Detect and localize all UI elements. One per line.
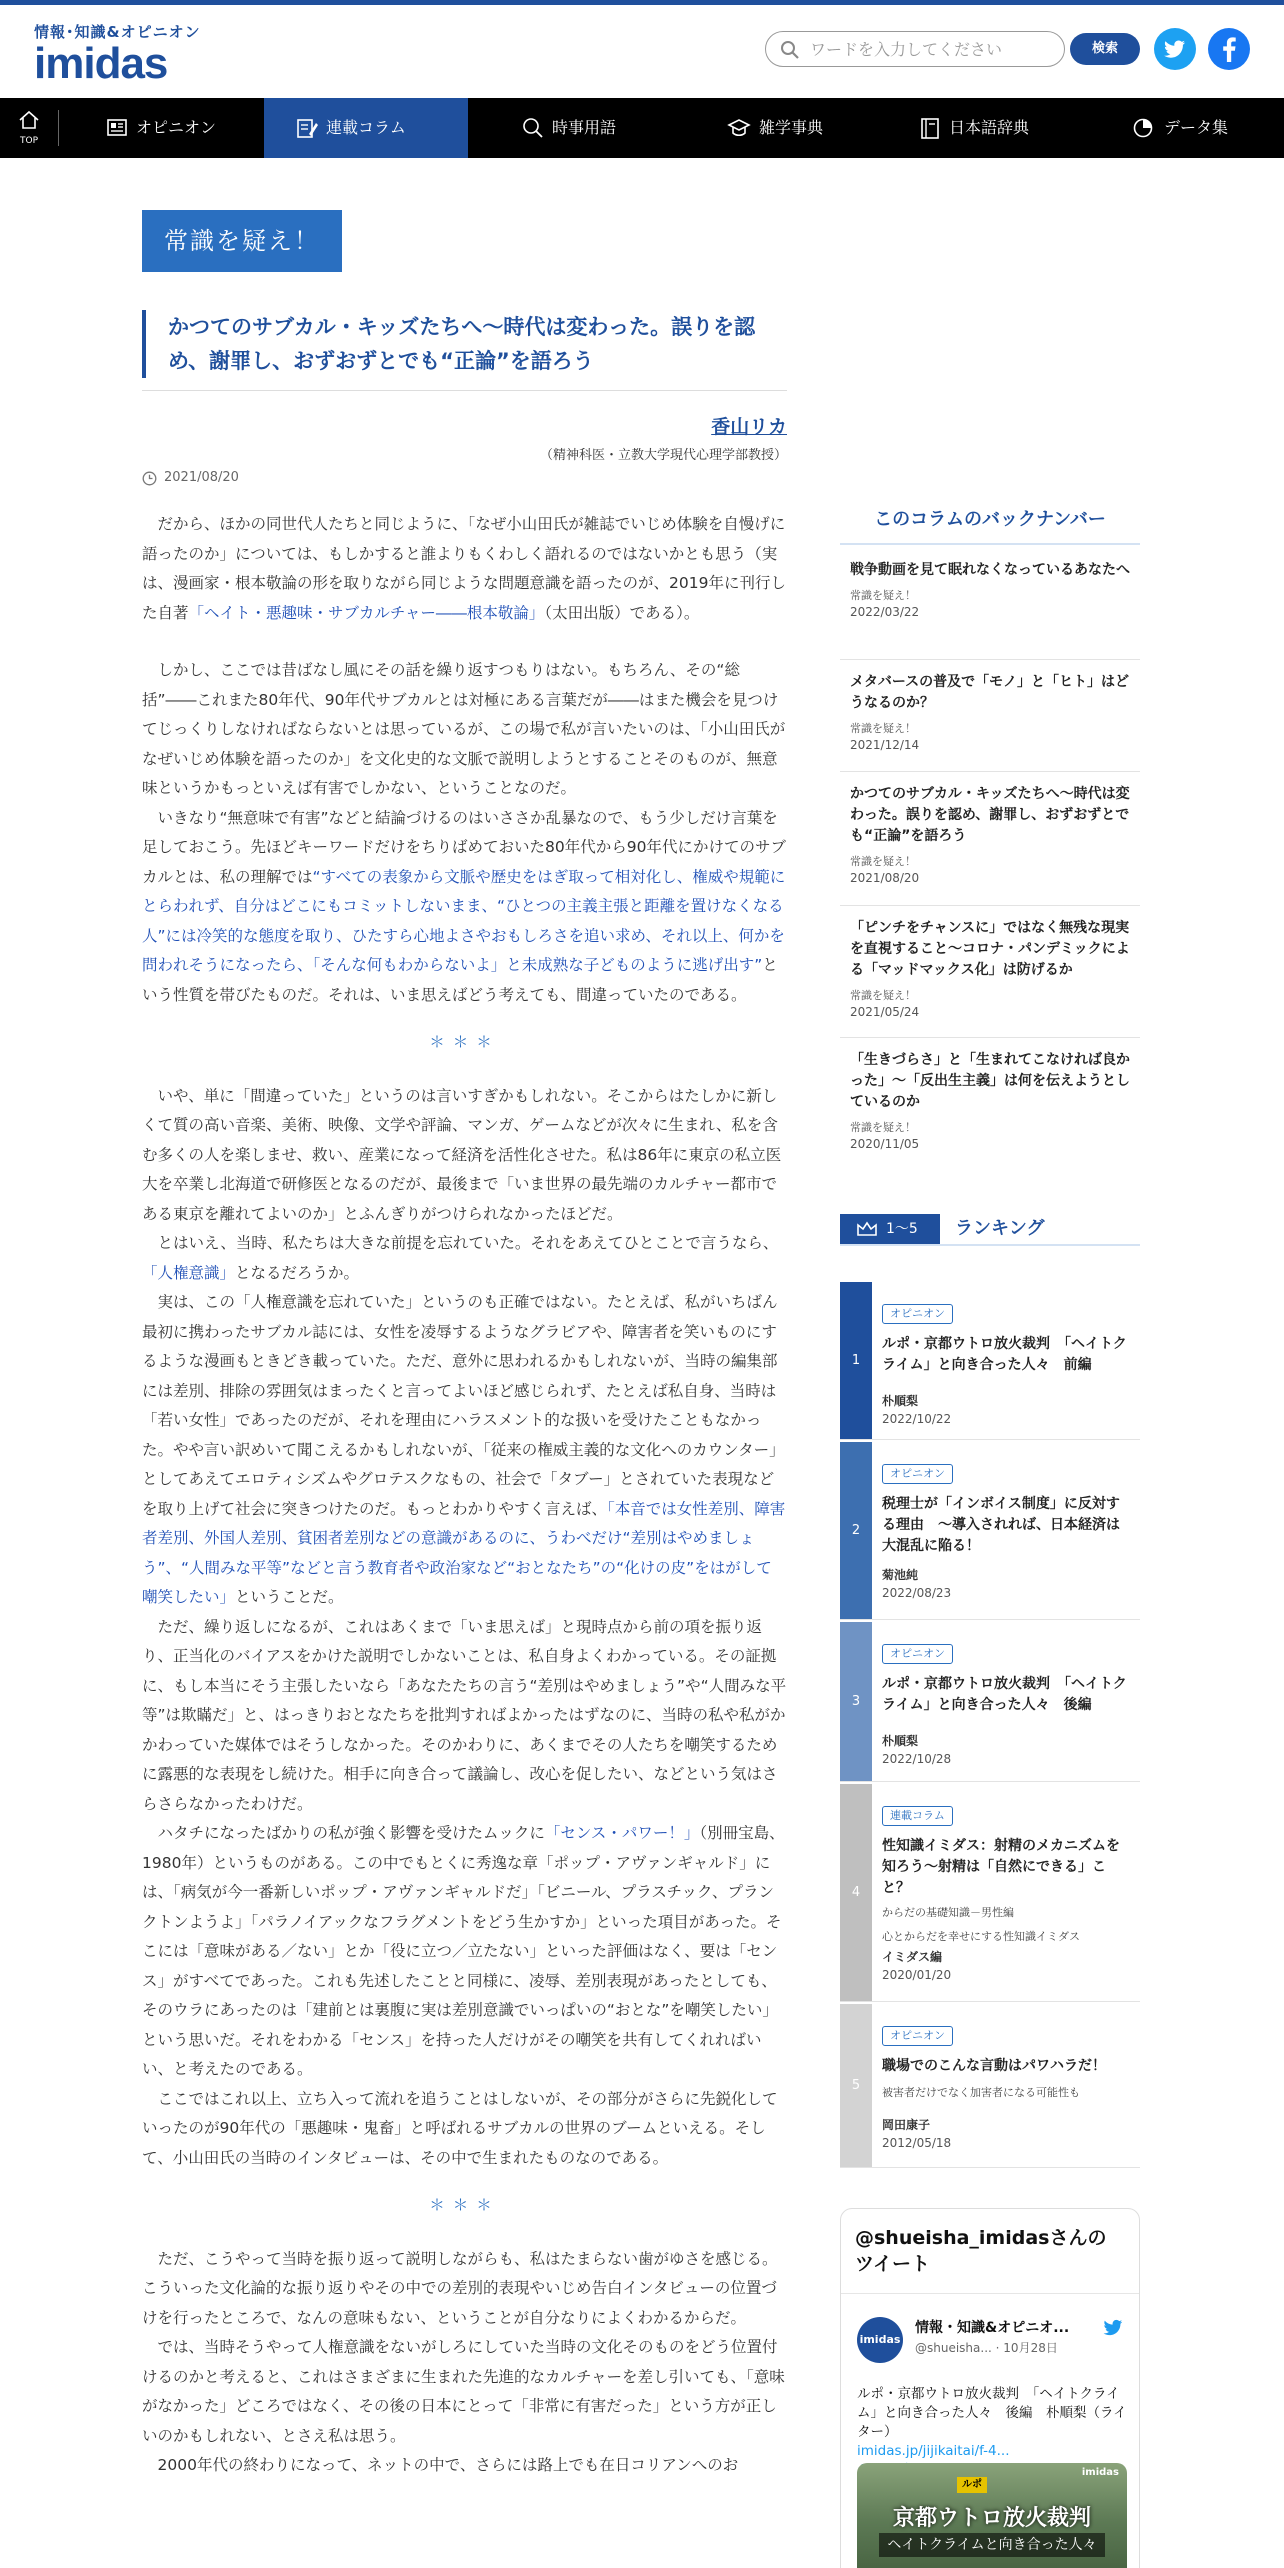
backnumber-item[interactable] [840, 1050, 1140, 1165]
paragraph-text: （別冊宝島、1980年）というものがある。この中でもとくに秀逸な章「ポップ・アヴァンギャルド」には、「病気が今一番新しいポップ・アヴァンギャルドだ」「ビニール、プラスチック、プランクトンようよ」「パラノイアックなフラグメントをどう生かすか」といった項目があった。そこには「意味がある／ない」とか「役に立つ／立たない」といった評価はなく、要は「センス」がすべてであった。これも先述したことと同様に、凌辱、差別表現があったとしても、そのウラにあったのは「建前とは裏腹に実は差別意識でいっぱいの“おとな”を嘲笑したい」という思いだ。それをわかる「センス」を持った人だけがその嘲笑を共有してくれればいい、と考えたのである。 [142, 1824, 785, 2078]
paragraph-text: という性質を帯びたものだ。それは、いま思えばどう考えても、間違っていたのである。 [142, 956, 778, 1004]
paragraph-text: 実は、この「人権意識を忘れていた」というのも正確ではない。たとえば、私がいちばん最初に携わったサブカル誌には、女性を凌辱するようなグラビアや、障害者を笑いものにするような漫画もときどき載っていた。ただ、意外に思われるかもしれないが、当時の編集部には差別、排除の雰囲気はまったくと言ってよいほど感じられず、たとえば私自身、当時は「若い女性」であったのだが、それを理由にハラスメント的な扱いを受けたこともなかった。やや言い訳めいて聞こえるかもしれないが、「従来の権威主義的な文化へのカウンター」としてあえてエロティシズムやグロテスクなもの、社会で「タブー」とされていた表現などを取り上げて社会に突きつけたのだ。もっとわかりやすく言えば、 [142, 1293, 785, 1518]
rank-number: 5 [840, 2004, 872, 2167]
rank-subtitle: 心とからだを幸せにする性知識イミダス [882, 1930, 1080, 1943]
backnumber-date: 2021/12/14 [850, 738, 920, 752]
rank-number: 2 [840, 1442, 872, 1619]
avatar[interactable]: imidas [857, 2317, 903, 2363]
paragraph-text: だから、ほかの同世代人たちと同じように、「なぜ小山田氏が雑誌でいじめ体験を自慢げに語ったのか」については、もしかすると誰よりもくわしく語れるのではないかとも思う（実は、漫画家・根本敬論の形を取りながら同じような問題意識を語ったのが、2019年に刊行した自著 [142, 515, 786, 622]
rank-date: 2020/01/20 [882, 1968, 952, 1982]
paragraph-text: いきなり“無意味で有害”などと結論づけるのはいささか乱暴なので、もう少しだけ言葉を足しておこう。先ほどキーワードだけをちりばめておいた80年代から90年代にかけてのサブカルとは、私の理解では [142, 808, 786, 886]
backnumber-heading: このコラムのバックナンバー [840, 495, 1140, 545]
facebook-button[interactable] [1208, 28, 1250, 70]
backnumber-item[interactable] [840, 672, 1140, 772]
paragraph [142, 1288, 787, 1613]
crown-icon [856, 1221, 878, 1237]
paragraph [142, 1229, 787, 1288]
article-title: かつてのサブカル・キッズたちへ～時代は変わった。誤りを認め、謝罪し、おずおずとでも“正論”を語ろう [142, 310, 787, 378]
paragraph: ただ、こうやって当時を振り返って説明しながらも、私はたまらない歯がゆさを感じる。こういった文化論的な振り返りやその中での差別的表現やいじめ告白インタビューの位置づけを行ったところで、なんの意味もない、ということが自分なりによくわかるからだ。 [142, 2249, 778, 2327]
section-separator: ＊＊＊ [429, 2196, 500, 2214]
paragraph [142, 1819, 787, 2085]
ranking-item[interactable] [840, 1784, 1140, 2002]
paragraph-text: （太田出版）である）。 [544, 603, 700, 622]
ranking-badge-text: 1～5 [886, 1221, 918, 1237]
tweet-image-subline: ヘイトクライムと向き合った人々 [879, 2533, 1105, 2557]
home-icon [18, 110, 40, 130]
nav-item-data[interactable] [1120, 98, 1284, 158]
backnumber-series: 常識を疑え！ [850, 855, 916, 868]
tweet-date[interactable]: · 10月28日 [995, 2341, 1058, 2355]
nav-item-data-label: データ集 [1164, 118, 1229, 137]
rank-category: オピニオン [882, 1304, 953, 1324]
rank-number: 4 [840, 1784, 872, 2001]
rank-title: ルポ・京都ウトロ放火裁判 「ヘイトクライム」と向き合った人々 後編 [882, 1676, 1127, 1713]
nav-top-link[interactable] [0, 98, 58, 158]
twitter-timeline [840, 2208, 1140, 2568]
highlight-text: 「本音では女性差別、障害者差別、外国人差別、貧困者差別などの意識があるのに、うわべだけ“差別はやめましょう”、“人間みな平等”などと言う教育者や政治家など“おとなたち”の“化けの皮”をはがして嘲笑したい」 [142, 1499, 786, 1606]
backnumber-series: 常識を疑え！ [850, 1121, 916, 1134]
backnumber-series: 常識を疑え！ [850, 722, 916, 735]
tweet-image-brand: imidas [1081, 2467, 1119, 2478]
tweet-link[interactable]: imidas.jp/jijikaitai/f-4... [857, 2443, 1010, 2459]
search-box [765, 31, 1065, 67]
rank-title: 税理士が「インボイス制度」に反対する理由 ～導入されれば、日本経済は大混乱に陥る！ [882, 1496, 1120, 1554]
rank-date: 2022/10/22 [882, 1412, 952, 1426]
paragraph-text: ハタチになったばかりの私が強く影響を受けたムックに [157, 1824, 545, 1842]
paragraph: ただ、繰り返しになるが、これはあくまで「いま思えば」と現時点から前の項を振り返り、正当化のバイアスをかけた説明でしかないことは、私自身よくわかっている。その証拠に、もし本当にそう主張したいなら「あなたたちの言う“差別はやめましょう”や“人間みな平等”は欺瞞だ」と、はっきりおとなたちを批判すればよかったはずなのに、当時の私や私がかかわっていた媒体ではそうしなかった。そのかわりに、あくまでその人たちを嘲笑するために露悪的な表現をし続けた。相手に向き合って議論し、改心を促したい、などという気はさらさらなかったわけだ。 [142, 1617, 787, 1813]
twitter-heading[interactable]: @shueisha_imidasさんのツイート [855, 2227, 1107, 2275]
twitter-button[interactable] [1154, 28, 1196, 70]
paragraph: いや、単に「間違っていた」というのは言いすぎかもしれない。そこからはたしかに新しくて質の高い音楽、美術、映像、文学や評論、マンガ、ゲームなどが次々に生まれ、私を含む多くの人を楽しませ、救い、産業になって経済を活性化させた。私は86年に東京の私立医大を卒業し北海道で研修医となるのだが、最後まで「いま世界の最先端のカルチャー都市である東京を離れてよいのか」とふんぎりがつけられなかったほどだ。 [142, 1086, 782, 1223]
main-navigation [0, 98, 1284, 158]
backnumber-title: 戦争動画を見て眠れなくなっているあなたへ [850, 562, 1130, 578]
ranking-title: ランキング [955, 1218, 1045, 1239]
paragraph: ここではこれ以上、立ち入って流れを追うことはしないが、その部分がさらに先鋭化していったのが90年代の「悪趣味・鬼畜」と呼ばれるサブカルの世界のブームといえる。そして、小山田氏の当時のインタビューは、その中で生まれたものなのである。 [142, 2089, 778, 2167]
backnumber-series: 常識を疑え！ [850, 589, 916, 602]
nav-item-opinion-label: オピニオン [136, 118, 217, 137]
nav-item-dictionary-label: 日本語辞典 [949, 118, 1030, 137]
rank-author: 朴順梨 [882, 1734, 919, 1748]
backnumber-date: 2021/08/20 [850, 871, 920, 885]
tweet-image[interactable] [857, 2463, 1127, 2568]
search-button[interactable]: 検索 [1070, 33, 1140, 65]
rank-category: オピニオン [882, 2026, 953, 2046]
ranking-item[interactable] [840, 1282, 1140, 1440]
search-words-icon [522, 117, 544, 139]
ranking-badge [840, 1214, 940, 1244]
nav-top-label: TOP [19, 136, 38, 146]
twitter-bird-icon [1154, 28, 1196, 70]
backnumber-date: 2020/11/05 [850, 1137, 920, 1151]
rank-category: オピニオン [882, 1464, 953, 1484]
paragraph: しかし、ここでは昔ばなし風にその話を繰り返すつもりはない。もちろん、その“総括”――これまた80年代、90年代サブカルとは対極にある言葉だが――はまた機会を見つけてじっくりしなければならないとは思っているが、この場で私が言いたいのは、「小山田氏がなぜいじめ体験を語ったのか」を文化史的な文脈で説明しようとすることそのものが、無意味というかもっといえば有害でしかない、ということなのだ。 [142, 661, 786, 797]
tweet-image-headline: 京都ウトロ放火裁判 [892, 2506, 1091, 2531]
chart-icon [1132, 117, 1154, 139]
nav-item-current-words[interactable] [510, 98, 660, 158]
highlight-text: “すべての表象から文脈や歴史をはぎ取って相対化し、権威や規範にとらわれず、自分はどこにもコミットしないまま、“ひとつの主義主張と距離を置けなくなる人”には冷笑的な態度を取り、ひたすら心地よさやおもしろさを追い求め、それ以上、何かを問われそうになったら、「そんな何もわからないよ」と未成熟な子どものように逃げ出す” [142, 867, 786, 974]
dictionary-icon [919, 117, 941, 139]
ranking-item[interactable] [840, 1442, 1140, 1620]
rank-subtitle: からだの基礎知識－男性編 [882, 1906, 1014, 1919]
nav-item-column[interactable] [264, 98, 468, 158]
twitter-bird-icon[interactable] [1103, 2319, 1123, 2337]
rank-number: 3 [840, 1622, 872, 1781]
backnumber-item[interactable] [840, 918, 1140, 1038]
nav-item-opinion[interactable] [98, 98, 263, 158]
rank-title: 性知識イミダス：射精のメカニズムを知ろう～射精は「自然にできる」こと？ [882, 1838, 1120, 1896]
keyword-link[interactable]: 「人権意識」 [142, 1263, 236, 1282]
title-divider [142, 390, 787, 391]
backnumber-title: メタバースの普及で「モノ」と「ヒト」はどうなるのか？ [850, 674, 1130, 711]
rank-author: イミダス編 [882, 1950, 943, 1964]
rank-author: 菊池純 [882, 1568, 919, 1582]
site-logo[interactable] [34, 21, 201, 86]
section-separator: ＊＊＊ [429, 1033, 500, 1051]
logo-tagline: 情報･知識&オピニオン [34, 23, 201, 41]
backnumber-item[interactable] [840, 560, 1140, 660]
tweet-handle[interactable]: @shueisha... [915, 2341, 992, 2355]
backnumber-series: 常識を疑え！ [850, 989, 916, 1002]
publish-date-text: 2021/08/20 [164, 470, 239, 485]
paragraph: 2000年代の終わりになって、ネットの中で、さらには路上でも在日コリアンへのお [157, 2456, 739, 2474]
paragraph-text: ということだ。 [235, 1588, 344, 1606]
rank-subtitle: 被害者だけでなく加害者になる可能性も [882, 2086, 1080, 2099]
rank-date: 2022/08/23 [882, 1586, 952, 1600]
rank-author: 朴順梨 [882, 1394, 919, 1408]
rank-title: ルポ・京都ウトロ放火裁判 「ヘイトクライム」と向き合った人々 前編 [882, 1336, 1127, 1373]
book-link[interactable]: 「ヘイト・悪趣味・サブカルチャー――根本敬論」 [188, 603, 545, 622]
ranking-item[interactable] [840, 1622, 1140, 1782]
backnumber-item[interactable] [840, 784, 1140, 906]
tweet-meta [915, 2339, 1058, 2356]
nav-item-column-label: 連載コラム [326, 118, 406, 137]
nav-item-dictionary[interactable] [905, 98, 1075, 158]
opinion-icon [106, 117, 128, 139]
rank-title: 職場でのこんな言動はパワハラだ！ [882, 2058, 1106, 2074]
facebook-icon [1208, 28, 1250, 70]
rank-author: 岡田康子 [882, 2118, 931, 2132]
ranking-item[interactable] [840, 2004, 1140, 2168]
series-label[interactable]: 常識を疑え！ [142, 210, 342, 272]
nav-item-current-words-label: 時事用語 [552, 118, 617, 137]
backnumber-date: 2022/03/22 [850, 605, 920, 619]
paragraph-text: とはいえ、当時、私たちは大きな前提を忘れていた。それをあえてひとことで言うなら、 [157, 1234, 779, 1252]
rank-category: 連載コラム [882, 1806, 953, 1826]
book-link[interactable]: 「センス・パワー！」 [544, 1824, 700, 1842]
author-link[interactable]: 香山リカ [711, 416, 787, 438]
ranking-heading [840, 1212, 1140, 1246]
backnumber-date: 2021/05/24 [850, 1005, 920, 1019]
paragraph [142, 510, 787, 628]
author-role: （精神科医・立教大学現代心理学部教授） [539, 448, 787, 463]
backnumber-title: 「ピンチをチャンスに」ではなく無残な現実を直視すること～コロナ・パンデミックによる「マッドマックス化」は防げるか [850, 920, 1130, 978]
search-input[interactable] [810, 38, 1050, 60]
article-body [142, 510, 787, 2481]
cap-icon [727, 117, 751, 139]
paragraph [142, 804, 787, 1011]
rank-category: オピニオン [882, 1644, 953, 1664]
nav-divider [58, 110, 59, 146]
twitter-divider [841, 2293, 1140, 2294]
clock-icon [142, 471, 157, 486]
column-icon [296, 117, 318, 139]
rank-number: 1 [840, 1282, 872, 1439]
logo-wordmark: imidas [34, 39, 168, 88]
paragraph-text: となるだろうか。 [235, 1263, 360, 1282]
nav-item-trivia[interactable] [715, 98, 865, 158]
tweet-image-ribbon: ルポ [957, 2477, 987, 2493]
tweet-author-name[interactable]: 情報・知識&オピニオ... [915, 2320, 1070, 2336]
backnumber-title: かつてのサブカル・キッズたちへ～時代は変わった。誤りを認め、謝罪し、おずおずとでも“正論”を語ろう [850, 786, 1130, 844]
paragraph: では、当時そうやって人権意識をないがしろにしていた当時の文化そのものをどう位置付けるのかと考えると、これはさまざまに生まれた先進的なカルチャーを差し引いても、「意味がなかった」どころではなく、その後の日本にとって「非常に有害だった」という方が正しいのかもしれない、とさえ私は思う。 [142, 2338, 785, 2445]
tweet-body: ルポ・京都ウトロ放火裁判 「ヘイトクライム」と向き合った人々 後編 朴順梨（ライター） [857, 2386, 1127, 2440]
rank-date: 2022/10/28 [882, 1752, 952, 1766]
search-icon [780, 40, 800, 60]
site-header [0, 5, 1284, 98]
backnumber-title: 「生きづらさ」と「生まれてこなければ良かった」～「反出生主義」は何を伝えようとしているのか [850, 1052, 1130, 1110]
nav-item-trivia-label: 雑学事典 [759, 118, 824, 137]
rank-date: 2012/05/18 [882, 2136, 952, 2150]
